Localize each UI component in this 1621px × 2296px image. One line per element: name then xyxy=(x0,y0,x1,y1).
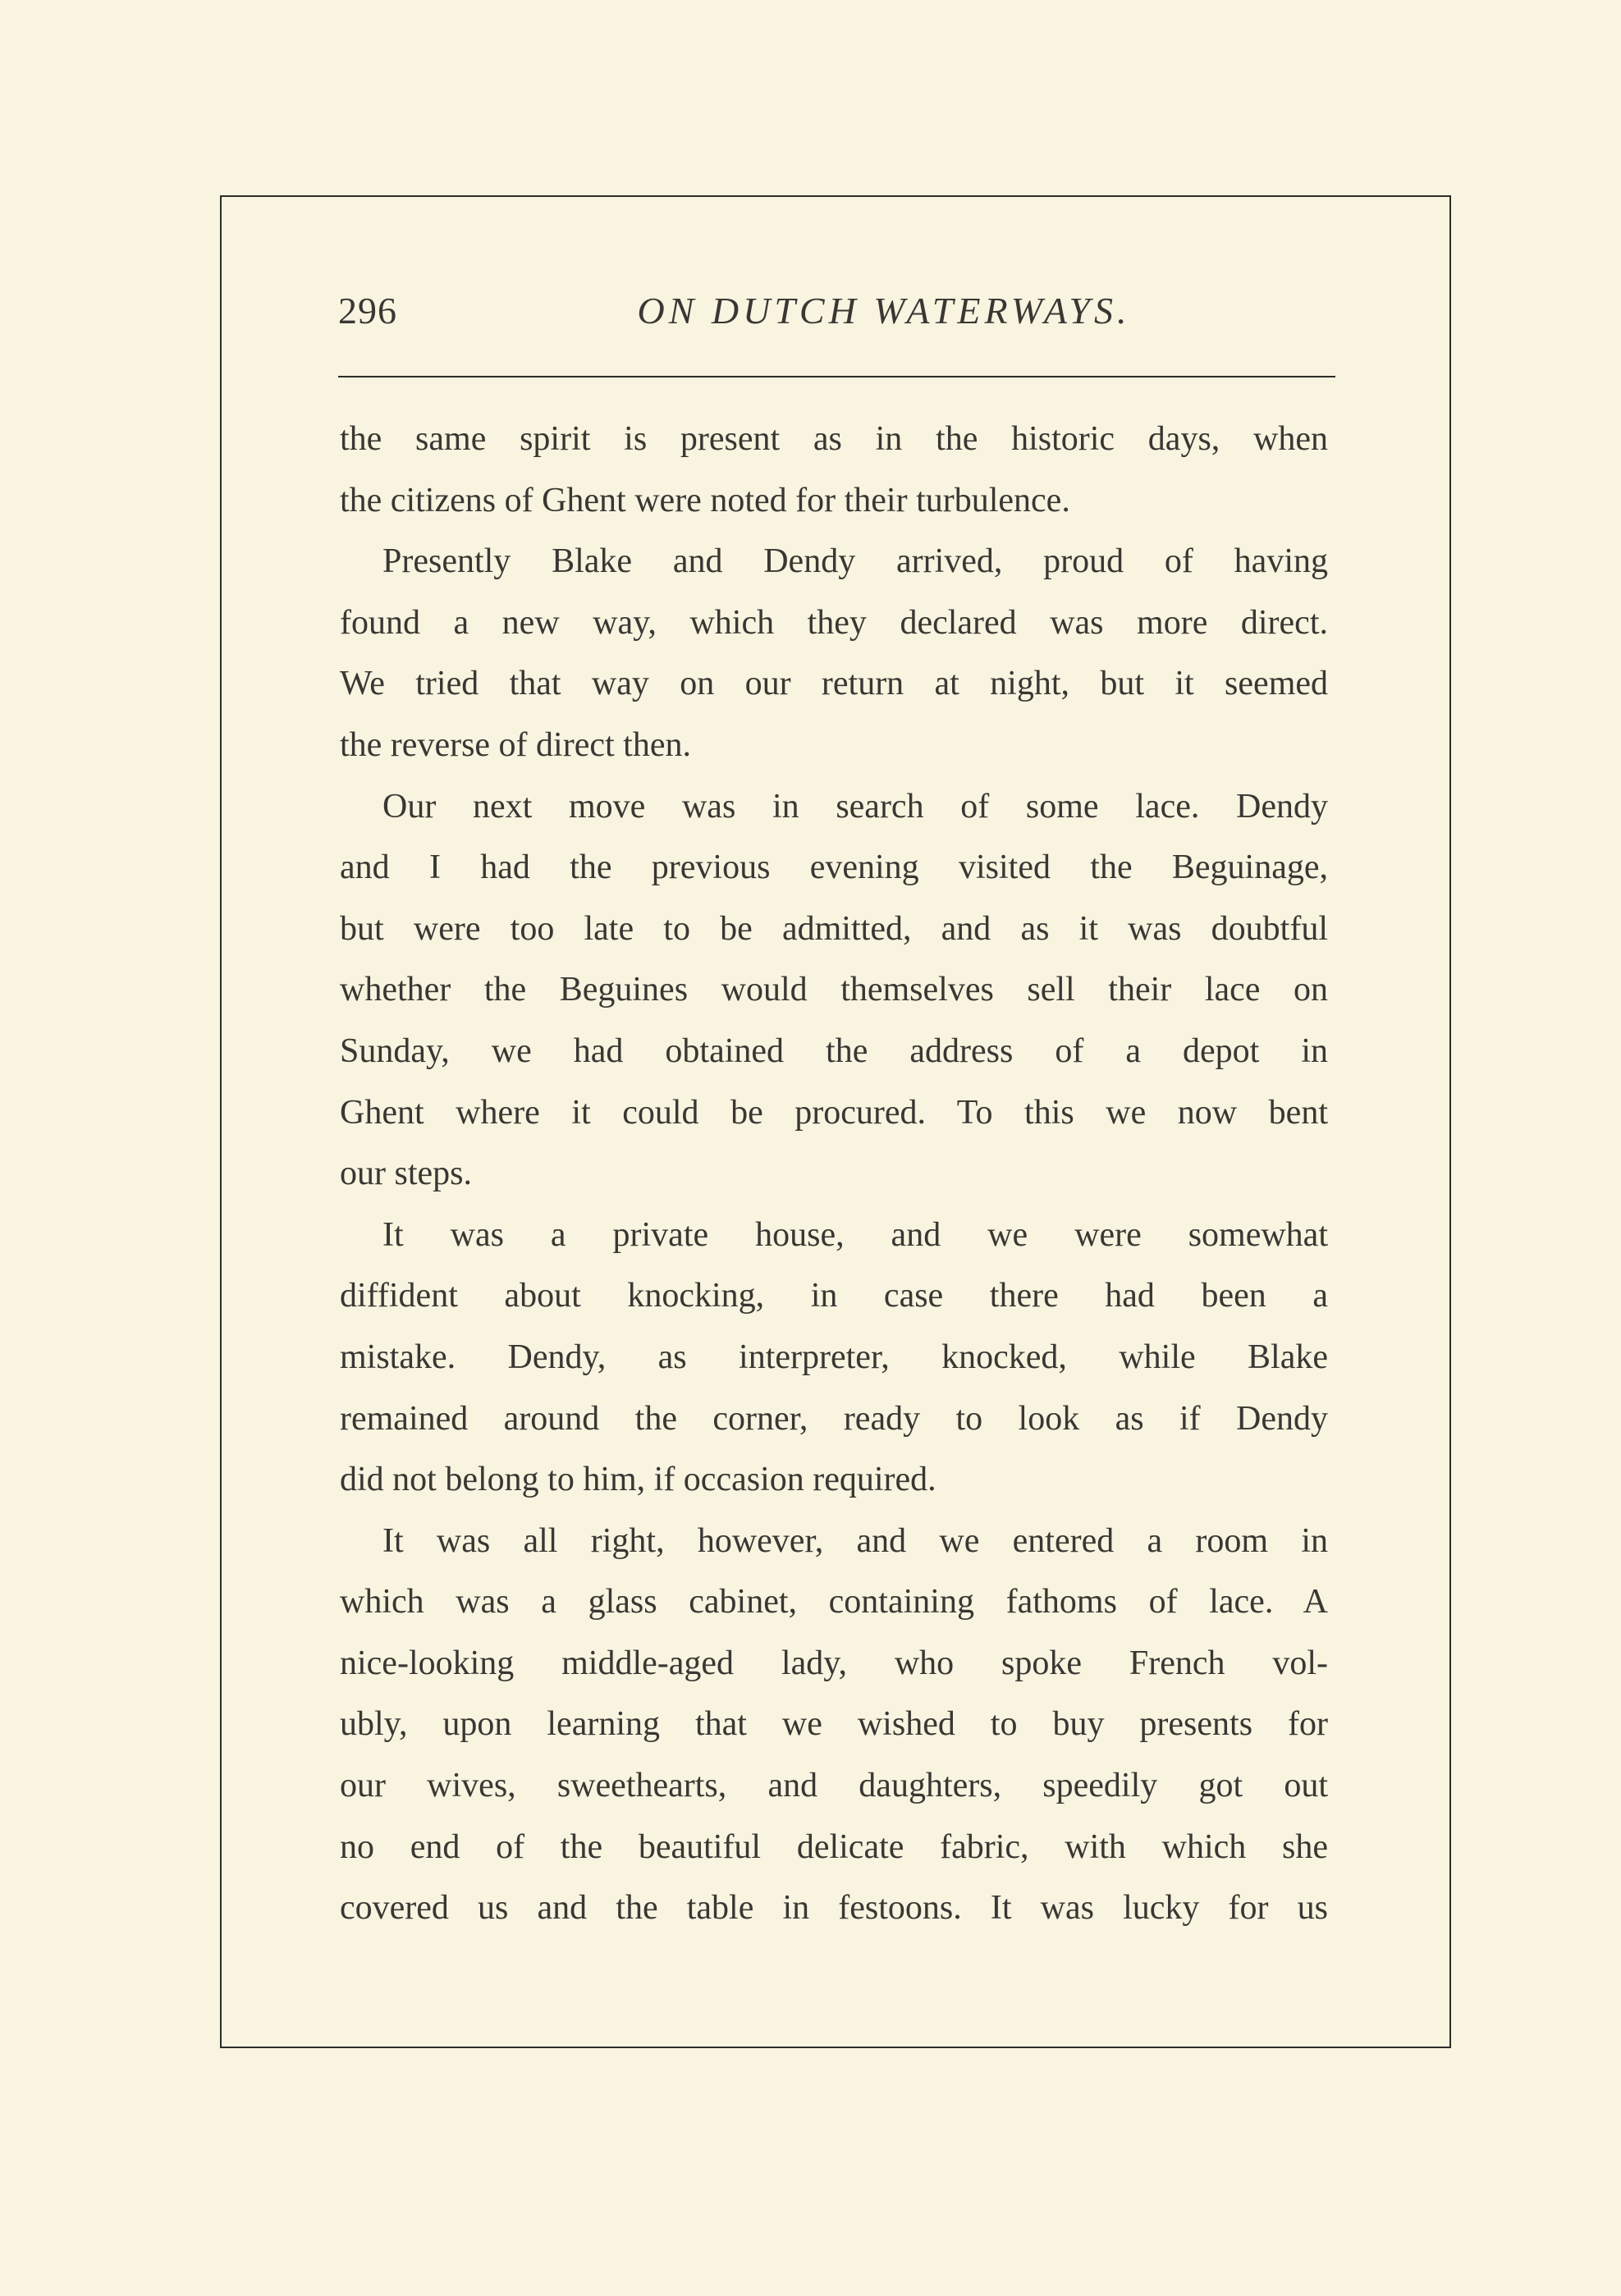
text-line: mistake. Dendy, as interpreter, knocked, while Blake xyxy=(340,1338,1328,1376)
text-line: Sunday, we had obtained the address of a depot in xyxy=(340,1031,1328,1070)
text-line: Ghent where it could be procured. To this we now bent xyxy=(340,1093,1328,1132)
text-line: nice-looking middle-aged lady, who spoke French vol- xyxy=(340,1644,1328,1682)
text-line: but were too late to be admitted, and as it was doubtful xyxy=(340,909,1328,948)
text-line: did not belong to him, if occasion required. xyxy=(340,1461,936,1499)
text-line: the reverse of direct then. xyxy=(340,725,691,764)
header-rule xyxy=(338,376,1335,377)
page-number: 296 xyxy=(338,290,397,332)
text-line: covered us and the table in festoons. It was lucky for us xyxy=(340,1889,1328,1928)
running-head xyxy=(338,289,1339,346)
text-line: and I had the previous evening visited the Beguinage, xyxy=(340,848,1328,887)
text-line: the citizens of Ghent were noted for their turbulence. xyxy=(340,481,1070,519)
text-line: ubly, upon learning that we wished to buy presents for xyxy=(340,1705,1328,1744)
text-line: found a new way, which they declared was more direct. xyxy=(340,603,1328,642)
text-line: our wives, sweethearts, and daughters, speedily got out xyxy=(340,1767,1328,1805)
text-line: Our next move was in search of some lace. Dendy xyxy=(382,787,1328,826)
text-line: no end of the beautiful delicate fabric, with which she xyxy=(340,1827,1328,1866)
text-line: remained around the corner, ready to look as if Dendy xyxy=(340,1399,1328,1438)
text-line: whether the Beguines would themselves sell their lace on xyxy=(340,971,1328,1009)
text-line: It was all right, however, and we entered a room in xyxy=(382,1521,1328,1560)
text-line: We tried that way on our return at night, but it seemed xyxy=(340,665,1328,703)
text-line: the same spirit is present as in the historic days, when xyxy=(340,420,1328,458)
text-line: Presently Blake and Dendy arrived, proud of having xyxy=(382,542,1328,581)
text-line: our steps. xyxy=(340,1155,472,1193)
body-text xyxy=(340,409,1328,1939)
text-line: diffident about knocking, in case there had been a xyxy=(340,1277,1328,1315)
text-line: It was a private house, and we were somewhat xyxy=(382,1215,1328,1254)
text-line: which was a glass cabinet, containing fathoms of lace. A xyxy=(340,1583,1328,1621)
running-title: ON DUTCH WATERWAYS. xyxy=(637,290,1131,332)
